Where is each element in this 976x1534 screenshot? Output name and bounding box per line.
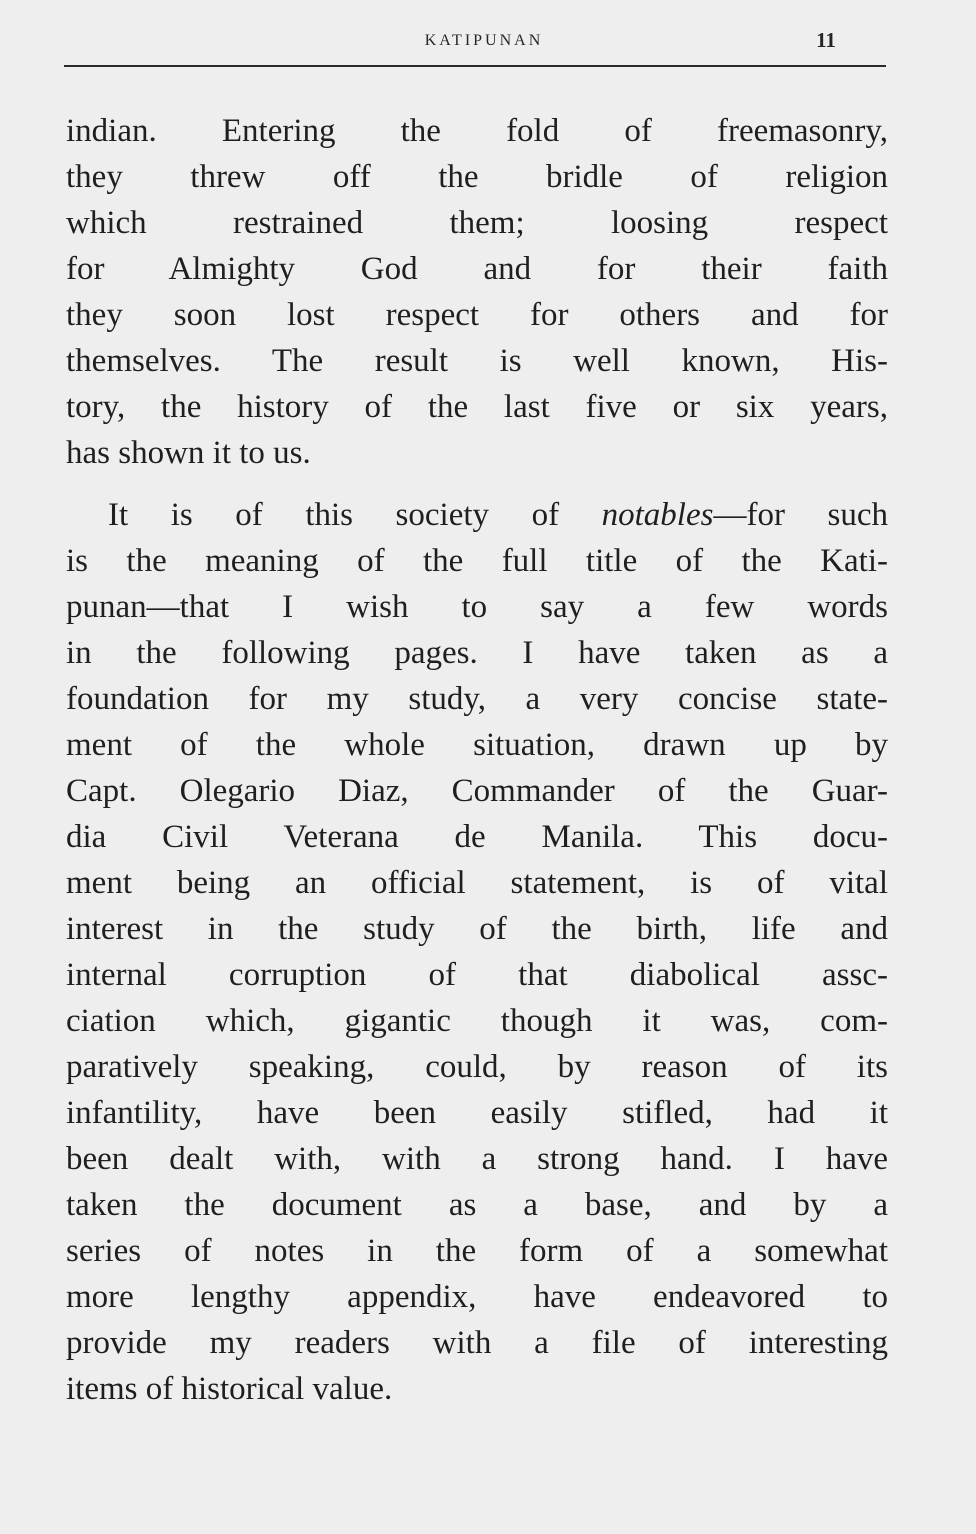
- paragraph-1: [66, 108, 888, 476]
- page-number: 11: [816, 28, 836, 52]
- paragraph-2: [66, 492, 888, 1412]
- text-line: interest in the study of the birth, life and: [66, 911, 888, 947]
- text-line: they threw off the bridle of religion: [66, 159, 888, 195]
- text-line: indian. Entering the fold of freemasonry,: [66, 113, 888, 149]
- italic-term: notables: [601, 497, 714, 533]
- text-line: foundation for my study, a very concise state-: [66, 681, 888, 717]
- text-line: ment of the whole situation, drawn up by: [66, 727, 888, 763]
- text-line: ment being an official statement, is of vital: [66, 865, 888, 901]
- text-line: themselves. The result is well known, His-: [66, 343, 888, 379]
- page-header: [64, 28, 886, 72]
- text-line: tory, the history of the last five or six years,: [66, 389, 888, 425]
- text-line: provide my readers with a file of interesting: [66, 1325, 888, 1361]
- header-rule: [64, 65, 886, 67]
- running-title: KATIPUNAN: [424, 32, 544, 49]
- text-line: for Almighty God and for their faith: [66, 251, 888, 287]
- text-line: infantility, have been easily stifled, had it: [66, 1095, 888, 1131]
- text-line: Capt. Olegario Diaz, Commander of the Guar-: [66, 773, 888, 809]
- text-line: [66, 492, 888, 538]
- text-line: punan—that I wish to say a few words: [66, 589, 888, 625]
- page-body: [66, 108, 888, 1412]
- text-line: items of historical value.: [66, 1371, 393, 1407]
- text-line: is the meaning of the full title of the Kati-: [66, 543, 888, 579]
- text-line: dia Civil Veterana de Manila. This docu-: [66, 819, 888, 855]
- text-line: in the following pages. I have taken as a: [66, 635, 888, 671]
- text-line: has shown it to us.: [66, 435, 311, 471]
- text-line: they soon lost respect for others and for: [66, 297, 888, 333]
- text-line: internal corruption of that diabolical assc-: [66, 957, 888, 993]
- text-line: been dealt with, with a strong hand. I have: [66, 1141, 888, 1177]
- text-line: which restrained them; loosing respect: [66, 205, 888, 241]
- paragraph-gap: [66, 476, 888, 492]
- text-line: paratively speaking, could, by reason of its: [66, 1049, 888, 1085]
- text-line: ciation which, gigantic though it was, com-: [66, 1003, 888, 1039]
- text-line: taken the document as a base, and by a: [66, 1187, 888, 1223]
- text-line: more lengthy appendix, have endeavored to: [66, 1279, 888, 1315]
- text-run: It is of this society of: [108, 497, 602, 533]
- text-run: —for such: [713, 497, 888, 533]
- text-line: series of notes in the form of a somewhat: [66, 1233, 888, 1269]
